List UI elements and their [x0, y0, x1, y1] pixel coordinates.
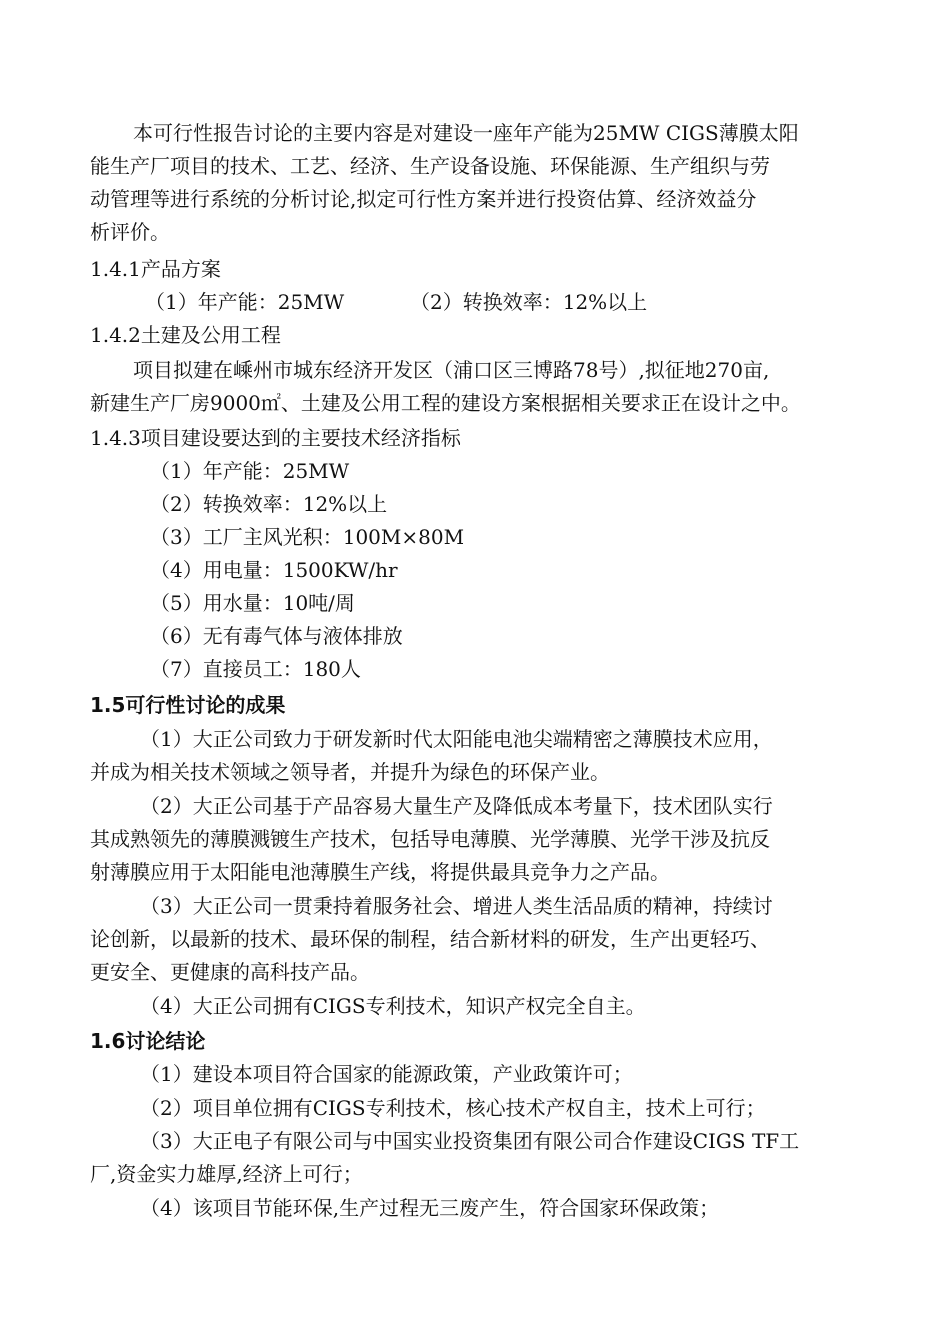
result-line: 并成为相关技术领域之领导者，并提升为绿色的环保产业。	[90, 760, 610, 784]
intro-line: 本可行性报告讨论的主要内容是对建设一座年产能为25MW CIGS薄膜太阳	[133, 121, 799, 145]
indicator-item: （2）转换效率：12%以上	[150, 492, 388, 516]
result-line: （4）大正公司拥有CIGS专利技术，知识产权完全自主。	[140, 994, 646, 1018]
indicator-item: （1）年产能：25MW	[150, 459, 350, 483]
indicator-item: （4）用电量：1500KW/hr	[150, 558, 398, 582]
paragraph-line: 新建生产厂房9000㎡、土建及公用工程的建设方案根据相关要求正在设计之中。	[90, 391, 801, 415]
conclusion-line: （1）建设本项目符合国家的能源政策，产业政策许可；	[140, 1062, 633, 1086]
result-line: 更安全、更健康的高科技产品。	[90, 960, 370, 984]
section-title-1-4-3: 1.4.3项目建设要达到的主要技术经济指标	[90, 426, 461, 450]
paragraph-line: 项目拟建在嵊州市城东经济开发区（浦口区三博路78号）,拟征地270亩,	[133, 358, 770, 382]
indicator-item: （3）工厂主风光积：100M×80M	[150, 525, 465, 549]
result-line: 射薄膜应用于太阳能电池薄膜生产线，将提供最具竞争力之产品。	[90, 860, 670, 884]
conclusion-line: （4）该项目节能环保,生产过程无三废产生，符合国家环保政策；	[140, 1196, 720, 1220]
intro-line: 动管理等进行系统的分析讨论,拟定可行性方案并进行投资估算、经济效益分	[90, 187, 757, 211]
indicator-item: （5）用水量：10吨/周	[150, 591, 355, 615]
result-line: （3）大正公司一贯秉持着服务社会、增进人类生活品质的精神，持续讨	[140, 894, 773, 918]
section-title-1-6: 1.6讨论结论	[90, 1029, 206, 1053]
section-title-1-4-1: 1.4.1产品方案	[90, 257, 221, 281]
result-line: 其成熟领先的薄膜溅镀生产技术，包括导电薄膜、光学薄膜、光学干涉及抗反	[90, 827, 770, 851]
result-line: 论创新，以最新的技术、最环保的制程，结合新材料的研发，生产出更轻巧、	[90, 927, 770, 951]
indicator-item: （6）无有毒气体与液体排放	[150, 624, 403, 648]
result-line: （1）大正公司致力于研发新时代太阳能电池尖端精密之薄膜技术应用，	[140, 727, 773, 751]
indicator-item: （7）直接员工：180人	[150, 657, 361, 681]
product-item: （1）年产能：25MW	[145, 290, 345, 314]
intro-line: 能生产厂项目的技术、工艺、经济、生产设备设施、环保能源、生产组织与劳	[90, 154, 770, 178]
result-line: （2）大正公司基于产品容易大量生产及降低成本考量下，技术团队实行	[140, 794, 773, 818]
intro-line: 析评价。	[90, 220, 170, 244]
section-title-1-4-2: 1.4.2土建及公用工程	[90, 323, 281, 347]
conclusion-line: 厂,资金实力雄厚,经济上可行；	[90, 1162, 363, 1186]
conclusion-line: （3）大正电子有限公司与中国实业投资集团有限公司合作建设CIGS TF工	[140, 1129, 800, 1153]
conclusion-line: （2）项目单位拥有CIGS专利技术，核心技术产权自主，技术上可行；	[140, 1096, 766, 1120]
section-title-1-5: 1.5可行性讨论的成果	[90, 693, 286, 717]
product-item: （2）转换效率：12%以上	[410, 290, 648, 314]
